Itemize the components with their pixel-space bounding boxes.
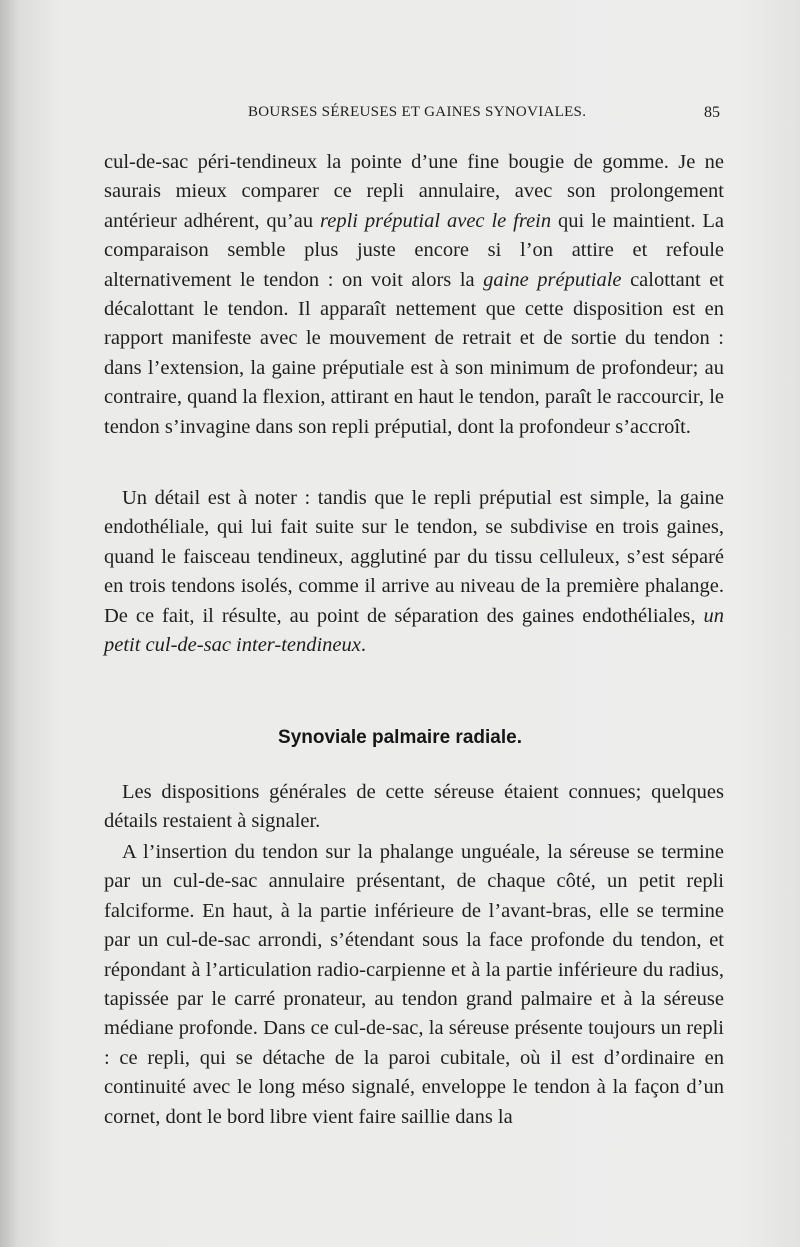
text-run: cul-de-sac péri-tendineux la pointe d’une fine bougie de gomme. Je ne saurais mieux comparer ce repli annulaire, avec son prolongement antérieur adhérent, qu’au [104, 151, 724, 232]
section-heading: Synoviale palmaire radiale. [278, 727, 522, 748]
text-run: calottant et décalottant le tendon. Il apparaît nettement que cette disposition est en rapport manifeste avec le mouvement de retrait et de sortie du tendon : dans l’extension, la gaine préputiale est à son minimum de profondeur; au contraire, quand la flexion, attirant en haut le tendon, paraît le raccourcir, le tendon s’invagine dans son repli préputial, dont la profondeur s’accroît. [104, 268, 724, 438]
running-head: BOURSES SÉREUSES ET GAINES SYNOVIALES. [248, 104, 587, 120]
italic-term: repli préputial avec le frein [320, 209, 552, 232]
italic-term: un petit cul-de-sac inter-tendineux [104, 604, 724, 657]
paragraph-continuation [104, 148, 724, 442]
text-run: Un détail est à noter : tandis que le repli préputial est simple, la gaine endothéliale, qui lui fait suite sur le tendon, se subdivise en trois gaines, quand le faisceau tendineux, agglutiné par du tissu celluleux, s’est séparé en trois tendons isolés, comme il arrive au niveau de la première phalange. De ce fait, il résulte, au point de séparation des gaines endothéliales, [104, 487, 724, 627]
page-number: 85 [704, 104, 720, 121]
italic-term: gaine préputiale [483, 268, 622, 291]
paragraph-detail [104, 484, 724, 660]
paragraph-insertion: A l’insertion du tendon sur la phalange unguéale, la séreuse se termine par un cul-de-sac annulaire présentant, de chaque côté, un petit repli falciforme. En haut, à la partie inférieure de l’avant-bras, elle se termine par un cul-de-sac arrondi, s’étendant sous la face profonde du tendon, et répondant à l’articulation radio-carpienne et à la partie inférieure du radius, tapissée par le carré pronateur, au tendon grand palmaire et à la séreuse médiane profonde. Dans ce cul-de-sac, la séreuse présente toujours un repli : ce repli, qui se détache de la paroi cubitale, où il est d’ordinaire en continuité avec le long méso signalé, enveloppe le tendon à la façon d’un cornet, dont le bord libre vient faire saillie dans la [104, 841, 724, 1128]
text-run: qui le maintient. La comparaison semble plus juste encore si l’on attire et refoule alternativement le tendon : on voit alors la [104, 209, 724, 291]
text-run: . [360, 634, 367, 657]
paragraph-intro: Les dispositions générales de cette séreuse étaient connues; quelques détails restaient à signaler. [104, 781, 724, 833]
